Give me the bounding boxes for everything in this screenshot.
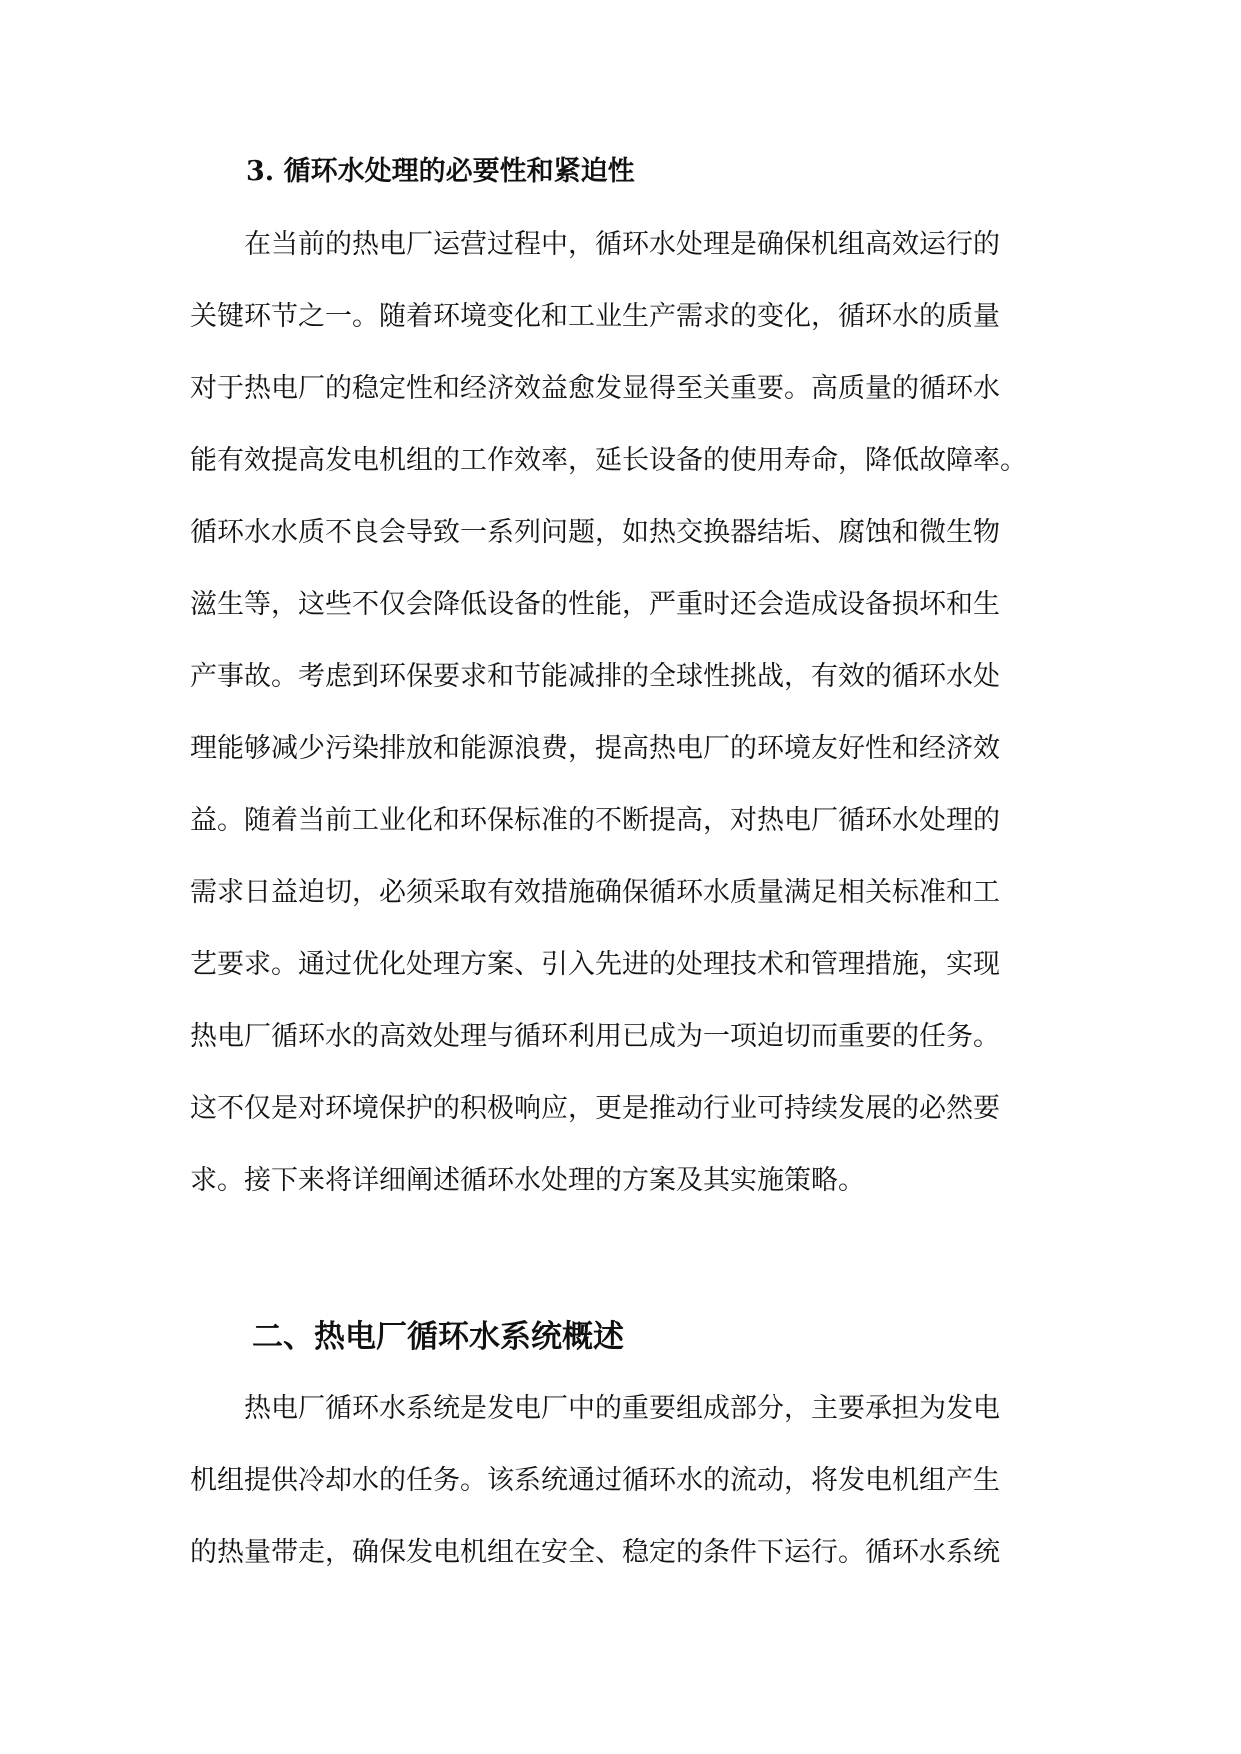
subsection-heading: 3. 循环水处理的必要性和紧迫性 xyxy=(246,156,635,187)
paragraph-line: 产事故。考虑到环保要求和节能减排的全球性挑战，有效的循环水处 xyxy=(190,661,1000,692)
paragraph-line: 循环水水质不良会导致一系列问题，如热交换器结垢、腐蚀和微生物 xyxy=(190,517,1000,548)
paragraph-line: 在当前的热电厂运营过程中，循环水处理是确保机组高效运行的 xyxy=(190,229,1000,260)
paragraph-line: 益。随着当前工业化和环保标准的不断提高，对热电厂循环水处理的 xyxy=(190,805,1000,836)
paragraph-line: 对于热电厂的稳定性和经济效益愈发显得至关重要。高质量的循环水 xyxy=(190,373,1000,404)
paragraph-line: 这不仅是对环境保护的积极响应，更是推动行业可持续发展的必然要 xyxy=(190,1093,1000,1124)
paragraph-line: 需求日益迫切，必须采取有效措施确保循环水质量满足相关标准和工 xyxy=(190,877,1000,908)
section-heading: 二、热电厂循环水系统概述 xyxy=(252,1319,624,1355)
paragraph-line: 机组提供冷却水的任务。该系统通过循环水的流动，将发电机组产生 xyxy=(190,1465,1000,1496)
paragraph-line: 求。接下来将详细阐述循环水处理的方案及其实施策略。 xyxy=(190,1165,865,1196)
paragraph-line: 理能够减少污染排放和能源浪费，提高热电厂的环境友好性和经济效 xyxy=(190,733,1000,764)
paragraph-line: 能有效提高发电机组的工作效率，延长设备的使用寿命，降低故障率。 xyxy=(190,445,1027,476)
paragraph-line: 滋生等，这些不仅会降低设备的性能，严重时还会造成设备损坏和生 xyxy=(190,589,1000,620)
paragraph-line: 的热量带走，确保发电机组在安全、稳定的条件下运行。循环水系统 xyxy=(190,1537,1000,1568)
paragraph-line: 热电厂循环水系统是发电厂中的重要组成部分，主要承担为发电 xyxy=(190,1393,1000,1424)
paragraph-line: 热电厂循环水的高效处理与循环利用已成为一项迫切而重要的任务。 xyxy=(190,1021,1000,1052)
paragraph-line: 关键环节之一。随着环境变化和工业生产需求的变化，循环水的质量 xyxy=(190,301,1000,332)
paragraph-line: 艺要求。通过优化处理方案、引入先进的处理技术和管理措施，实现 xyxy=(190,949,1000,980)
